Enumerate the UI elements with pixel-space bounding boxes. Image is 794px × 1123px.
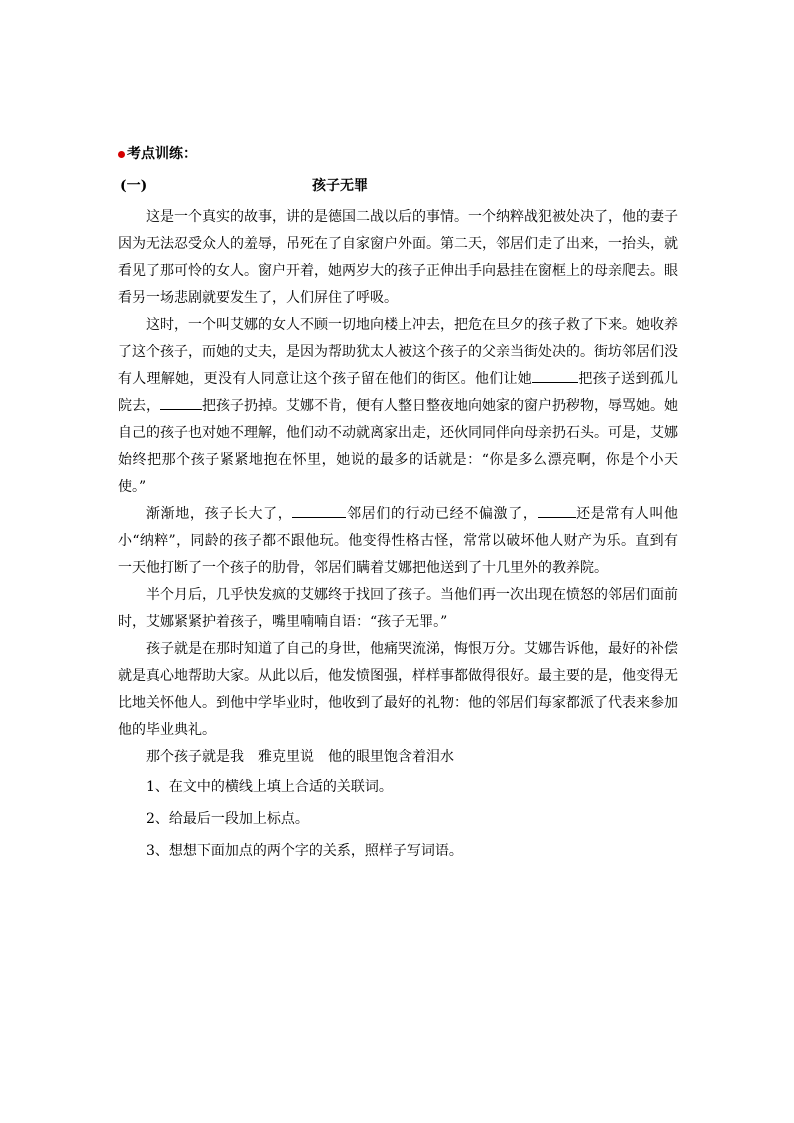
fill-blank-1[interactable] [532,368,578,383]
passage-body [118,204,678,771]
paragraph-6: 那个孩子就是我 雅克里说 他的眼里饱含着泪水 [146,749,454,765]
paragraph-2-part-a: 这时，一个叫艾娜的女人不顾一切地向楼上冲去，把危在旦夕的孩子救了下来。她收养了这个孩子，而她的丈夫，是因为帮助犹太人被这个孩子的父亲当街处决的。街坊邻居们没有人理解她，更没有人同意让这个孩子留在他们的街区。他们让她 [118,317,678,387]
paragraph-3-part-b: 邻居们的行动已经不偏激了， [346,506,538,522]
section-number: (一) [120,178,148,194]
fill-blank-3[interactable] [292,503,346,518]
question-list [118,771,678,867]
paragraph-3-part-a: 渐渐地，孩子长大了， [146,506,293,522]
paragraph-2-part-c: 把孩子扔掉。艾娜不肯，便有人整日整夜地向她家的窗户扔秽物，辱骂她。她自己的孩子也对她不理解，他们动不动就离家出走，还伙同同伴向母亲扔石头。可是，艾娜始终把那个孩子紧紧地抱在怀里，她说的最多的话就是：“你是多么漂亮啊，你是个小天使。” [118,398,678,495]
paragraph-5: 孩子就是在那时知道了自己的身世，他痛哭流涕，悔恨万分。艾娜告诉他，最好的补偿就是真心地帮助大家。从此以后，他发愤图强，样样事都做得很好。最主要的是，他变得无比地关怀他人。到他中学毕业时，他收到了最好的礼物：他的邻居们每家都派了代表来参加他的毕业典礼。 [118,641,678,738]
fill-blank-2[interactable] [160,395,202,410]
question-3: 3、想想下面加点的两个字的关系，照样子写词语。 [146,843,463,859]
question-2: 2、给最后一段加上标点。 [146,811,309,827]
paragraph-2 [118,312,678,501]
exercise-heading [118,143,678,165]
red-bullet-icon [118,151,125,158]
paragraph-1: 这是一个真实的故事，讲的是德国二战以后的事情。一个纳粹战犯被处决了，他的妻子因为无法忍受众人的羞辱，吊死在了自家窗户外面。第二天，邻居们走了出来，一抬头，就看见了那可怜的女人。窗户开着，她两岁大的孩子正伸出手向悬挂在窗框上的母亲爬去。眼看另一场悲剧就要发生了，人们屏住了呼吸。 [118,209,678,306]
document-page [118,143,678,867]
passage-title: 孩子无罪 [312,178,368,194]
passage-title-row [118,174,678,198]
question-1: 1、在文中的横线上填上合适的关联词。 [146,779,393,795]
paragraph-3 [118,501,678,582]
paragraph-2-part-b: 把孩子送到孤儿院去， [118,371,679,414]
paragraph-3-part-c: 还是常有人叫他小“纳粹”，同龄的孩子都不跟他玩。他变得性格古怪，常常以破坏他人财产为乐。直到有一天他打断了一个孩子的肋骨，邻居们瞒着艾娜把他送到了十几里外的教养院。 [118,506,679,576]
exercise-heading-text: 考点训练： [127,146,197,162]
fill-blank-4[interactable] [538,503,576,518]
paragraph-4: 半个月后，几乎快发疯的艾娜终于找回了孩子。当他们再一次出现在愤怒的邻居们面前时，艾娜紧紧护着孩子，嘴里喃喃自语：“孩子无罪。” [118,587,678,630]
